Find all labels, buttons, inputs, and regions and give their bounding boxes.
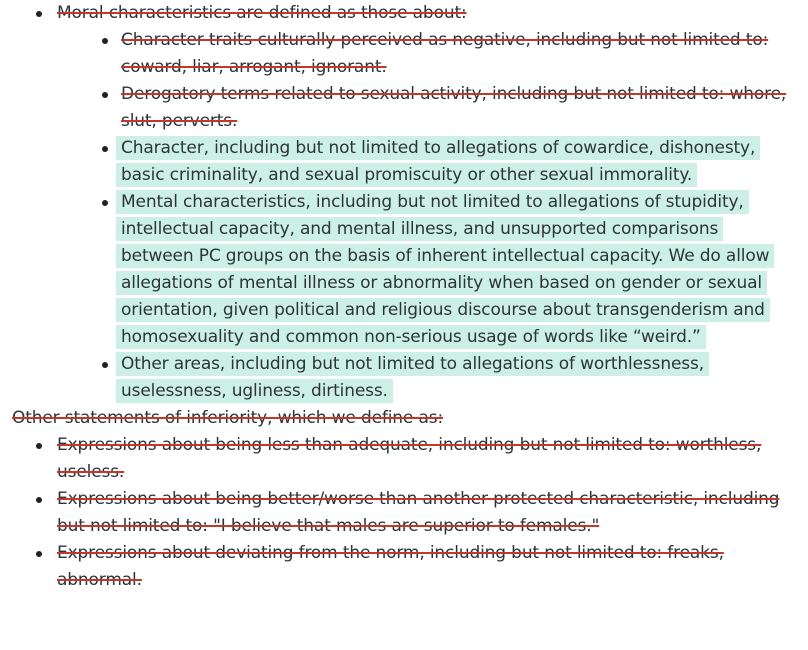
deleted-text: Expressions about deviating from the norm, including but not limited to: freaks, abnormal. [57,543,724,590]
list-item-added [0,351,808,405]
bullet-icon [102,38,108,44]
deleted-text: Expressions about being better/worse than another protected characteristic, including but not limited to: "I believe that males are superior to females." [57,489,780,536]
moral-sublist [0,27,808,405]
inferiority-heading: Other statements of inferiority, which we define as: [12,408,444,428]
deleted-text: Character traits culturally perceived as negative, including but not limited to: coward, liar, arrogant, ignorant. [121,30,769,77]
added-text: Other areas, including but not limited to allegations of worthlessness, uselessness, ugliness, dirtiness. [116,352,709,403]
added-text: Character, including but not limited to allegations of cowardice, dishonesty, basic criminality, and sexual promiscuity or other sexual immorality. [116,136,760,187]
added-text: Mental characteristics, including but not limited to allegations of stupidity, intellectual capacity, and mental illness, and unsupported comparisons between PC groups on the basis of inherent intellectual capacity. We do allow allegations of mental illness or abnormality when based on gender or sexual orientation, given political and religious discourse about transgenderism and homosexuality and common non-serious usage of words like “weird.” [116,190,774,349]
moral-heading: Moral characteristics are defined as those about: [57,3,467,23]
list-item-deleted [0,432,808,486]
list-item-deleted [0,81,808,135]
bullet-icon [36,497,42,503]
bullet-icon [102,200,108,206]
list-item-deleted [0,540,808,594]
deleted-text: Derogatory terms related to sexual activity, including but not limited to: whore, slut, perverts. [121,84,787,131]
bullet-icon [36,551,42,557]
list-item-deleted [0,486,808,540]
inferiority-section [0,405,808,432]
bullet-icon [102,362,108,368]
bullet-icon [102,146,108,152]
bullet-icon [102,92,108,98]
bullet-icon [36,443,42,449]
bullet-icon [36,11,42,17]
list-item-added [0,189,808,351]
list-item-added [0,135,808,189]
list-item-deleted [0,27,808,81]
deleted-text: Expressions about being less than adequate, including but not limited to: worthless, useless. [57,435,762,482]
inferiority-list [0,432,808,594]
